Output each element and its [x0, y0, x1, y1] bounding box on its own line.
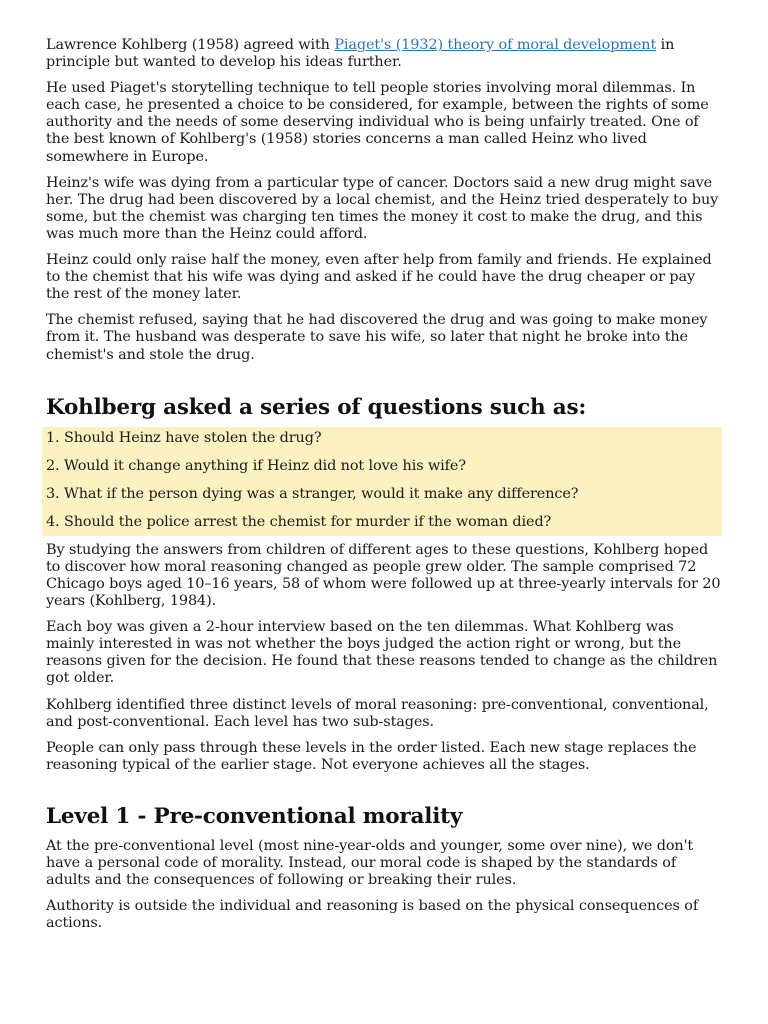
study-paragraph-4: People can only pass through these levels in the order listed. Each new stage replaces the reasoning typical of the earlier stage. Not everyone achieves all the stages. — [46, 739, 697, 773]
questions-highlight-box — [42, 427, 722, 536]
study-paragraph-3: Kohlberg identified three distinct levels of moral reasoning: pre-conventional, conventional, and post-conventional. Each level has two sub-stages. — [46, 696, 709, 730]
question-item: 2. Would it change anything if Heinz did not love his wife? — [46, 457, 466, 474]
intro-paragraph-4: Heinz could only raise half the money, even after help from family and friends. He explained to the chemist that his wife was dying and asked if he could have the drug cheaper or pay the rest of the money later. — [46, 252, 712, 303]
study-paragraph-1: By studying the answers from children of different ages to these questions, Kohlberg hoped to discover how moral reasoning changed as people grew older. The sample comprised 72 Chicago boys aged 10–16 years, 58 of whom were followed up at three-yearly intervals for 20 years (Kohlberg, 1984). — [46, 541, 721, 610]
questions-heading: Kohlberg asked a series of questions such as: — [46, 394, 587, 420]
intro-paragraph-2: He used Piaget's storytelling technique to tell people stories involving moral dilemmas. In each case, he presented a choice to be considered, for example, between the rights of some authority and the needs of some deserving individual who is being unfairly treated. One of the best known of Kohlberg's (1958) stories concerns a man called Heinz who lived somewhere in Europe. — [46, 80, 709, 165]
question-item: 1. Should Heinz have stolen the drug? — [46, 429, 322, 446]
intro-text-start: Lawrence Kohlberg (1958) agreed with — [46, 37, 335, 53]
intro-paragraph-5: The chemist refused, saying that he had discovered the drug and was going to make money from it. The husband was desperate to save his wife, so later that night he broke into the chemist's and stole the drug. — [46, 312, 708, 363]
level1-heading: Level 1 - Pre-conventional morality — [46, 803, 463, 829]
piaget-theory-link[interactable]: Piaget's (1932) theory of moral development — [334, 37, 657, 53]
intro-paragraph-3: Heinz's wife was dying from a particular type of cancer. Doctors said a new drug might save her. The drug had been discovered by a local chemist, and the Heinz tried desperately to buy some, but the chemist was charging ten times the money it cost to make the drug, and this was much more than the Heinz could afford. — [46, 174, 719, 242]
level1-paragraph-1: At the pre-conventional level (most nine-year-olds and younger, some over nine), we don't have a personal code of morality. Instead, our moral code is shaped by the standards of adults and the consequences of following or breaking their rules. — [46, 837, 694, 889]
level1-paragraph-2: Authority is outside the individual and reasoning is based on the physical consequences of actions. — [46, 898, 699, 932]
intro-text-end: in principle but wanted to develop his ideas further. — [46, 37, 675, 71]
study-paragraph-2: Each boy was given a 2-hour interview based on the ten dilemmas. What Kohlberg was mainly interested in was not whether the boys judged the action right or wrong, but the reasons given for the decision. He found that these reasons tended to change as the children got older. — [46, 619, 718, 687]
question-item: 3. What if the person dying was a stranger, would it make any difference? — [46, 486, 579, 503]
intro-paragraph-1 — [46, 37, 722, 71]
question-item: 4. Should the police arrest the chemist for murder if the woman died? — [46, 514, 552, 531]
